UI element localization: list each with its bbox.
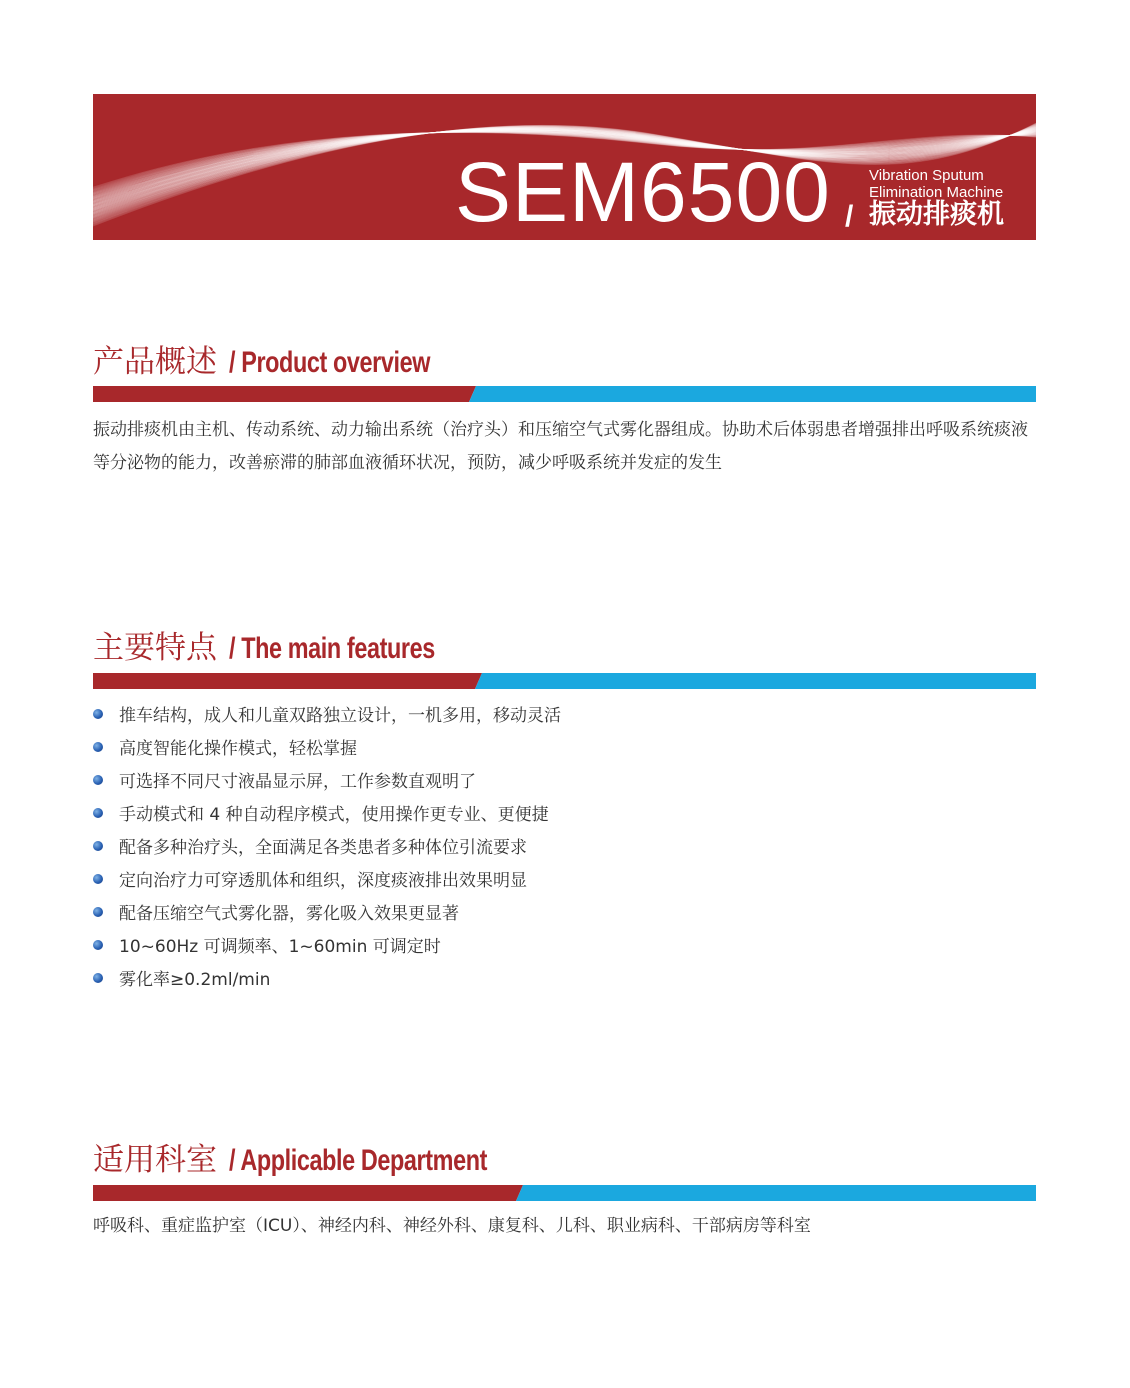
feature-text: 手动模式和 4 种自动程序模式，使用操作更专业、更便捷 [119,805,549,825]
feature-item [93,697,561,730]
model-number: SEM6500 [455,145,831,239]
feature-text: 可选择不同尺寸液晶显示屏，工作参数直观明了 [119,772,476,792]
product-name-en [869,167,1003,201]
product-name-en-line1: Vibration Sputum [869,167,984,184]
title-slash: / [845,200,854,233]
bullet-icon [93,841,103,851]
feature-text: 配备压缩空气式雾化器，雾化吸入效果更显著 [119,904,459,924]
feature-item [93,862,561,895]
department-title-en: / Applicable Department [229,1144,488,1177]
features-title-cn: 主要特点 [93,630,217,666]
feature-text: 推车结构，成人和儿童双路独立设计，一机多用，移动灵活 [119,706,561,726]
bullet-icon [93,874,103,884]
department-title-cn: 适用科室 [93,1142,217,1178]
feature-item [93,796,561,829]
feature-text: 雾化率≥0.2ml/min [119,970,271,990]
feature-item [93,730,561,763]
features-list [93,697,561,994]
bullet-icon [93,973,103,983]
overview-title-cn: 产品概述 [93,344,217,380]
features-heading [93,622,493,667]
bullet-icon [93,709,103,719]
product-name-cn: 振动排痰机 [869,199,1004,230]
feature-text: 定向治疗力可穿透肌体和组织，深度痰液排出效果明显 [119,871,527,891]
bullet-icon [93,940,103,950]
overview-text: 振动排痰机由主机、传动系统、动力输出系统（治疗头）和压缩空气式雾化器组成。协助术后体弱患者增强排出呼吸系统痰液等分泌物的能力，改善瘀滞的肺部血液循环状况，预防，减少呼吸系统并发症的发生 [93,420,1028,473]
product-name-en-line2: Elimination Machine [869,184,1004,201]
department-divider [93,1185,1036,1201]
department-text: 呼吸科、重症监护室（ICU）、神经内科、神经外科、康复科、儿科、职业病科、干部病房等科室 [93,1216,811,1236]
bullet-icon [93,808,103,818]
bullet-icon [93,907,103,917]
feature-item [93,763,561,796]
features-divider [93,673,1036,689]
feature-item [93,895,561,928]
overview-title-en: / Product overview [229,346,431,379]
bullet-icon [93,775,103,785]
features-title-en: / The main features [229,632,435,665]
feature-item [93,961,561,994]
department-heading [93,1134,560,1179]
feature-text: 配备多种治疗头，全面满足各类患者多种体位引流要求 [119,838,527,858]
feature-text: 10~60Hz 可调频率、1~60min 可调定时 [119,937,441,957]
bullet-icon [93,742,103,752]
feature-text: 高度智能化操作模式，轻松掌握 [119,739,357,759]
product-banner [93,94,1036,240]
overview-divider [93,386,1036,402]
feature-item [93,829,561,862]
overview-heading [93,336,487,381]
feature-item [93,928,561,961]
